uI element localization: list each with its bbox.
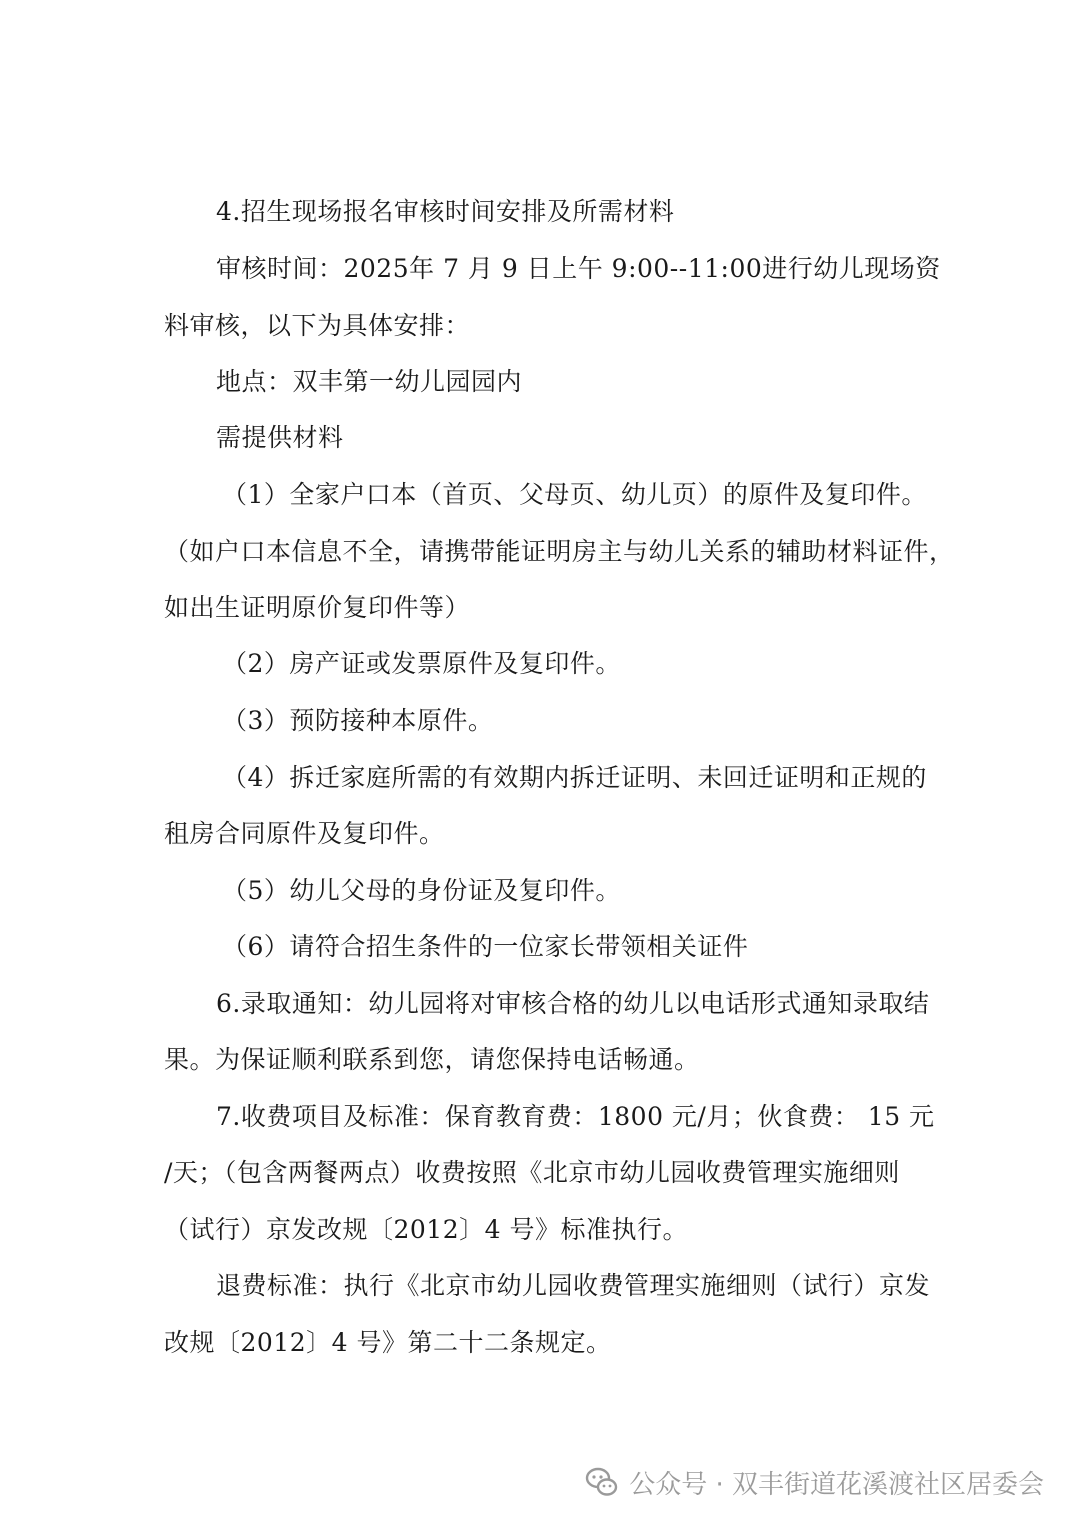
section-4-heading: 4.招生现场报名审核时间安排及所需材料 [216,197,675,226]
fees-line-3: （试行）京发改规〔2012〕4 号》标准执行。 [164,1215,688,1244]
review-time-line-1: 审核时间：2025年 7 月 9 日上午 9:00--11:00进行幼儿现场资 [216,254,941,283]
admission-notice-line-2: 果。为保证顺利联系到您，请您保持电话畅通。 [164,1045,700,1074]
location-line: 地点：双丰第一幼儿园园内 [216,367,523,396]
material-item-2: （2）房产证或发票原件及复印件。 [222,649,621,678]
material-item-6: （6）请符合招生条件的一位家长带领相关证件 [222,932,749,961]
watermark [585,1462,1044,1502]
material-item-1: （1）全家户口本（首页、父母页、幼儿页）的原件及复印件。 [222,480,927,509]
refund-line-1: 退费标准：执行《北京市幼儿园收费管理实施细则（试行）京发 [216,1271,931,1300]
refund-line-2: 改规〔2012〕4 号》第二十二条规定。 [164,1328,612,1357]
material-item-4-line-2: 租房合同原件及复印件。 [164,819,445,848]
materials-heading: 需提供材料 [216,423,344,452]
watermark-text: 公众号 · 双丰街道花溪渡社区居委会 [629,1469,1044,1500]
review-time-line-2: 料审核，以下为具体安排： [164,311,471,340]
material-item-5: （5）幼儿父母的身份证及复印件。 [222,876,621,905]
fees-line-2: /天；（包含两餐两点）收费按照《北京市幼儿园收费管理实施细则 [164,1158,900,1187]
material-item-1-note-line-2: 如出生证明原价复印件等） [164,593,471,622]
admission-notice-line-1: 6.录取通知：幼儿园将对审核合格的幼儿以电话形式通知录取结 [216,989,930,1018]
material-item-1-note-line-1: （如户口本信息不全，请携带能证明房主与幼儿关系的辅助材料证件， [164,537,955,566]
material-item-3: （3）预防接种本原件。 [222,706,494,735]
material-item-4-line-1: （4）拆迁家庭所需的有效期内拆迁证明、未回迁证明和正规的 [222,763,927,792]
fees-line-1: 7.收费项目及标准：保育教育费：1800 元/月；伙食费： 15 元 [216,1102,935,1131]
wechat-icon [585,1465,619,1499]
